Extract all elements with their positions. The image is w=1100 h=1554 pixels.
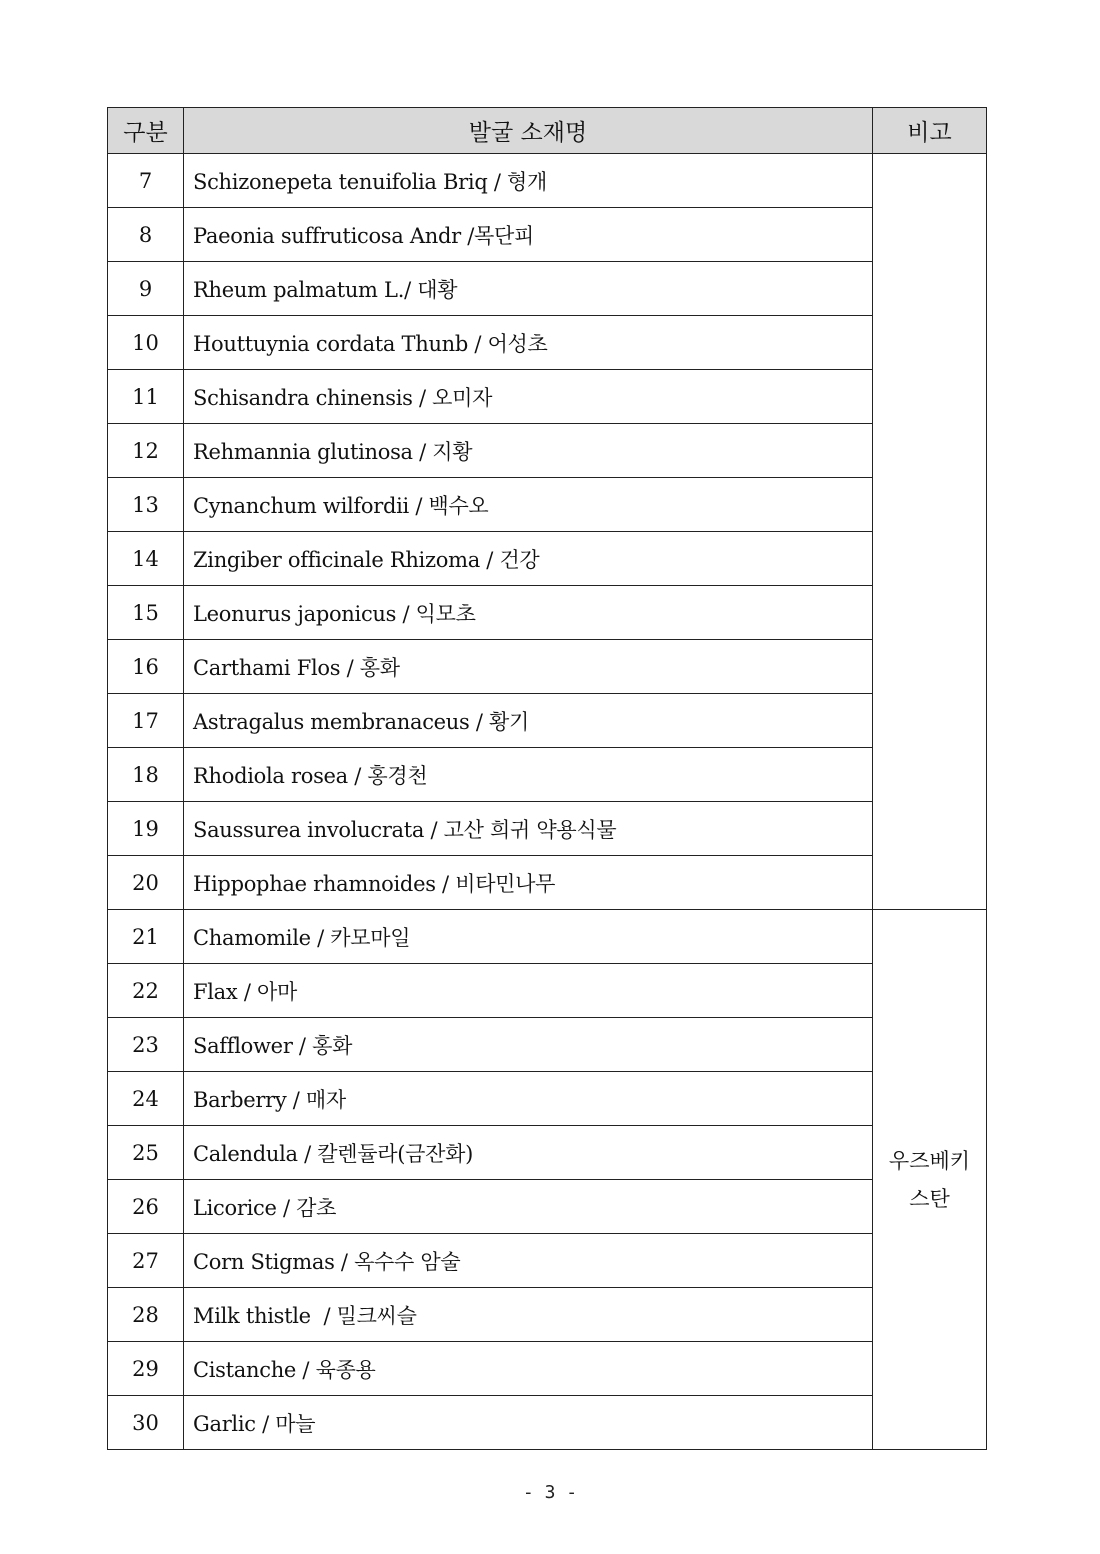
- material-name: Astragalus membranaceus / 황기: [184, 694, 873, 748]
- material-name: Rheum palmatum L./ 대황: [184, 262, 873, 316]
- page-number: - 3 -: [522, 1482, 578, 1503]
- row-number: 15: [108, 586, 184, 640]
- table-row: [108, 802, 987, 856]
- table-row: [108, 262, 987, 316]
- row-number: 11: [108, 370, 184, 424]
- row-number: 14: [108, 532, 184, 586]
- row-number: 23: [108, 1018, 184, 1072]
- table-row: [108, 1072, 987, 1126]
- material-name: Schizonepeta tenuifolia Briq / 형개: [184, 154, 873, 208]
- table-row: [108, 1180, 987, 1234]
- note-line-2: 스탄: [909, 1186, 950, 1211]
- row-number: 25: [108, 1126, 184, 1180]
- table-row: [108, 370, 987, 424]
- row-number: 7: [108, 154, 184, 208]
- header-row: [108, 108, 987, 154]
- material-name: Leonurus japonicus / 익모초: [184, 586, 873, 640]
- table-row: [108, 1288, 987, 1342]
- table-row: [108, 964, 987, 1018]
- row-number: 24: [108, 1072, 184, 1126]
- table-row: [108, 1126, 987, 1180]
- row-number: 16: [108, 640, 184, 694]
- table-row: [108, 856, 987, 910]
- table-row: [108, 154, 987, 208]
- table-row: [108, 1396, 987, 1450]
- material-name: Corn Stigmas / 옥수수 암술: [184, 1234, 873, 1288]
- material-name: Calendula / 칼렌듈라(금잔화): [184, 1126, 873, 1180]
- table-row: [108, 586, 987, 640]
- row-number: 21: [108, 910, 184, 964]
- material-name: Cynanchum wilfordii / 백수오: [184, 478, 873, 532]
- materials-table: [107, 107, 987, 1450]
- material-name: Cistanche / 육종용: [184, 1342, 873, 1396]
- row-number: 22: [108, 964, 184, 1018]
- material-name: Barberry / 매자: [184, 1072, 873, 1126]
- material-name: Milk thistle / 밀크씨슬: [184, 1288, 873, 1342]
- table-row: [108, 910, 987, 964]
- table-row: [108, 640, 987, 694]
- material-name: Licorice / 감초: [184, 1180, 873, 1234]
- material-name: Rhodiola rosea / 홍경천: [184, 748, 873, 802]
- row-number: 12: [108, 424, 184, 478]
- table-row: [108, 208, 987, 262]
- table-row: [108, 424, 987, 478]
- row-number: 13: [108, 478, 184, 532]
- table-row: [108, 694, 987, 748]
- table-row: [108, 532, 987, 586]
- material-name: Carthami Flos / 홍화: [184, 640, 873, 694]
- row-number: 9: [108, 262, 184, 316]
- header-name: 발굴 소재명: [184, 108, 873, 154]
- material-name: Saussurea involucrata / 고산 희귀 약용식물: [184, 802, 873, 856]
- row-number: 28: [108, 1288, 184, 1342]
- material-name: Chamomile / 카모마일: [184, 910, 873, 964]
- header-number: 구분: [108, 108, 184, 154]
- material-name: Rehmannia glutinosa / 지황: [184, 424, 873, 478]
- table-body: [108, 154, 987, 1450]
- row-number: 26: [108, 1180, 184, 1234]
- table-row: [108, 1342, 987, 1396]
- row-number: 17: [108, 694, 184, 748]
- row-number: 27: [108, 1234, 184, 1288]
- table-row: [108, 1234, 987, 1288]
- material-name: Safflower / 홍화: [184, 1018, 873, 1072]
- table-row: [108, 478, 987, 532]
- table-row: [108, 748, 987, 802]
- row-number: 10: [108, 316, 184, 370]
- note-cell-uzbekistan: [873, 910, 987, 1450]
- material-name: Zingiber officinale Rhizoma / 건강: [184, 532, 873, 586]
- row-number: 20: [108, 856, 184, 910]
- row-number: 19: [108, 802, 184, 856]
- header-note: 비고: [873, 108, 987, 154]
- material-name: Schisandra chinensis / 오미자: [184, 370, 873, 424]
- material-name: Garlic / 마늘: [184, 1396, 873, 1450]
- table-row: [108, 1018, 987, 1072]
- row-number: 8: [108, 208, 184, 262]
- material-name: Paeonia suffruticosa Andr /목단피: [184, 208, 873, 262]
- row-number: 30: [108, 1396, 184, 1450]
- material-name: Hippophae rhamnoides / 비타민나무: [184, 856, 873, 910]
- row-number: 29: [108, 1342, 184, 1396]
- note-line-1: 우즈베키: [888, 1148, 971, 1173]
- material-name: Flax / 아마: [184, 964, 873, 1018]
- row-number: 18: [108, 748, 184, 802]
- note-cell-group-1: [873, 154, 987, 910]
- table-row: [108, 316, 987, 370]
- material-name: Houttuynia cordata Thunb / 어성초: [184, 316, 873, 370]
